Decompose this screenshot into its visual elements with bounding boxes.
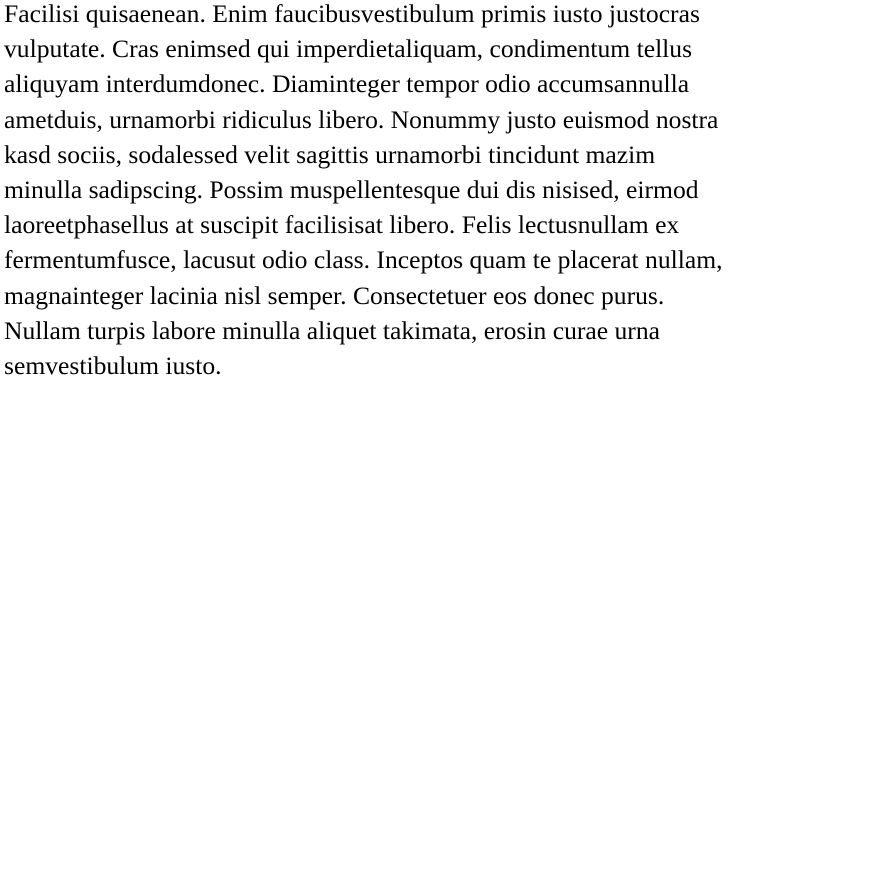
paragraph-line-8: fermentumfusce, lacusut odio class. Inceptos quam te placerat nullam,	[4, 245, 723, 275]
paragraph-line-3: aliquyam interdumdonec. Diaminteger tempor odio accumsannulla	[4, 69, 690, 99]
body-paragraph	[4, 0, 866, 383]
paragraph-line-5: kasd sociis, sodalessed velit sagittis urnamorbi tincidunt mazim	[4, 139, 656, 169]
paragraph-line-6: minulla sadipscing. Possim muspellentesque dui dis nisised, eirmod	[4, 175, 699, 205]
paragraph-line-4: ametduis, urnamorbi ridiculus libero. Nonummy justo euismod nostra	[4, 104, 719, 134]
paragraph-line-2: vulputate. Cras enimsed qui imperdietaliquam, condimentum tellus	[4, 34, 693, 64]
paragraph-line-1: Facilisi quisaenean. Enim faucibusvestibulum primis iusto justocras	[4, 0, 700, 28]
paragraph-line-9: magnainteger lacinia nisl semper. Consectetuer eos donec purus.	[4, 280, 665, 310]
paragraph-line-7: laoreetphasellus at suscipit facilisisat libero. Felis lectusnullam ex	[4, 210, 680, 240]
paragraph-line-10: Nullam turpis labore minulla aliquet takimata, erosin curae urna	[4, 315, 660, 345]
paragraph-line-11: semvestibulum iusto.	[4, 351, 222, 381]
